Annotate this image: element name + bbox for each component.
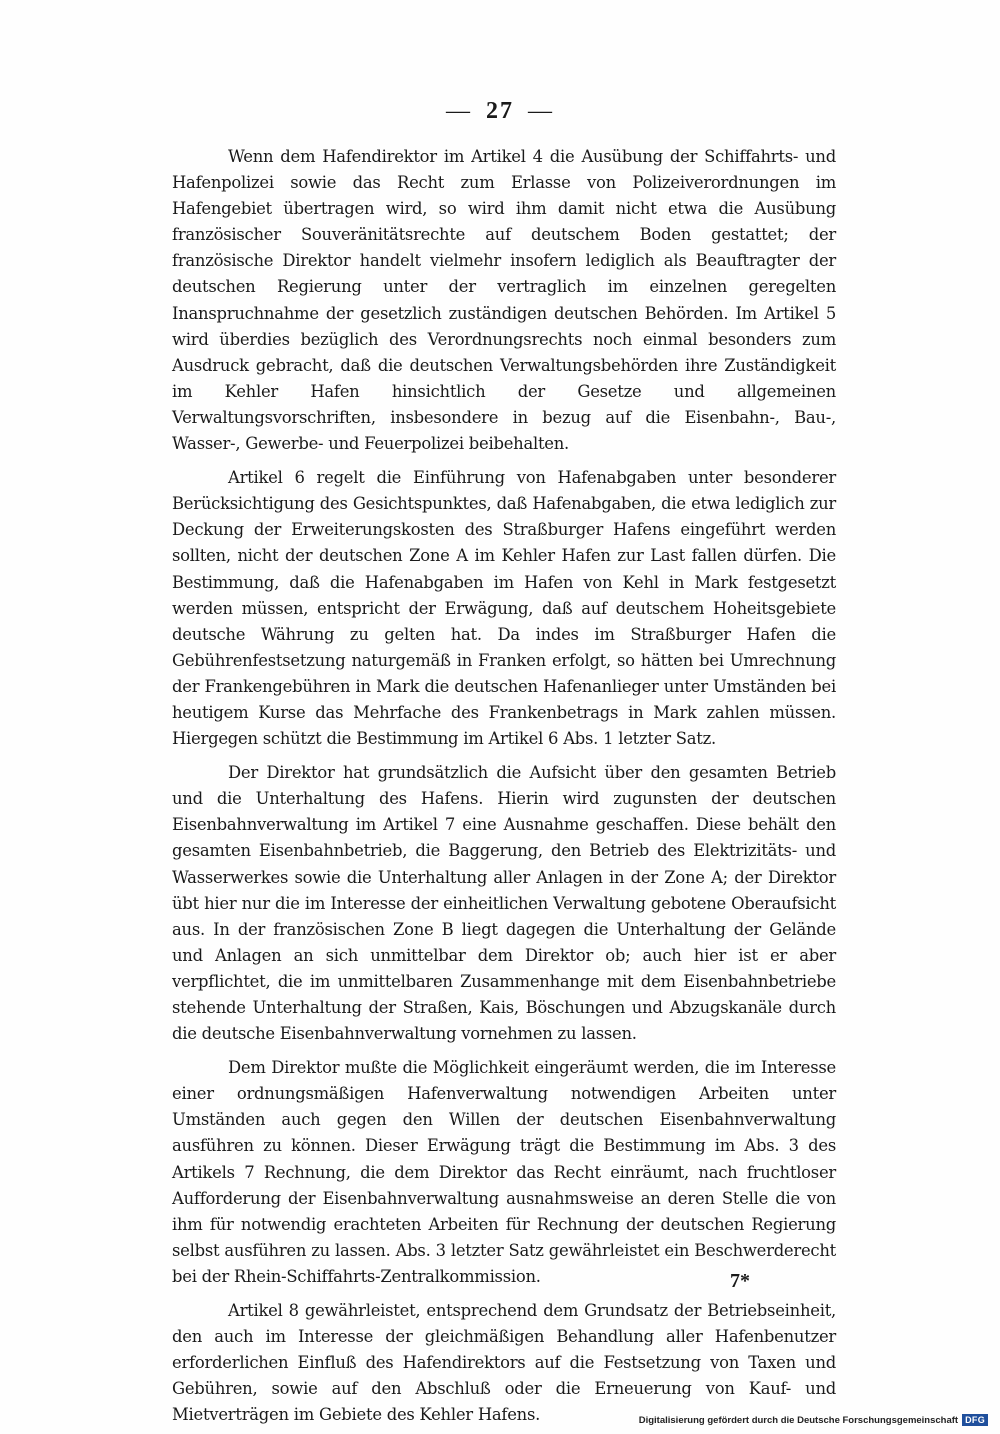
page-number: 27	[486, 98, 514, 124]
body-text	[172, 144, 836, 1429]
page-number-header	[0, 98, 1000, 125]
header-dash-right: —	[528, 98, 554, 124]
paragraph-2: Artikel 6 regelt die Einführung von Hafenabgaben unter besonderer Berücksichtigung des Gesichtspunktes, daß Hafenabgaben, die etwa lediglich zur Deckung der Erweiterungskosten des Straßburger Hafens eingeführt werden sollten, nicht der deutschen Zone A im Kehler Hafen zur Last fallen dürfen. Die Bestimmung, daß die Hafenabgaben im Hafen von Kehl in Mark festgesetzt werden müssen, entspricht der Erwägung, daß auf deutschem Hoheitsgebiete deutsche Währung zu gelten hat. Da indes im Straßburger Hafen die Gebührenfestsetzung naturgemäß in Franken erfolgt, so hätten bei Umrechnung der Frankengebühren in Mark die deutschen Hafenanlieger unter Umständen bei heutigem Kurse das Mehrfache des Frankenbetrags in Mark zahlen müssen. Hiergegen schützt die Bestimmung im Artikel 6 Abs. 1 letzter Satz.	[172, 468, 836, 749]
digitization-footer	[639, 1414, 988, 1426]
paragraph-5: Artikel 8 gewährleistet, entsprechend dem Grundsatz der Betriebseinheit, den auch im Interesse der gleichmäßigen Behandlung aller Hafenbenutzer erforderlichen Einfluß des Hafendirektors auf die Festsetzung von Taxen und Gebühren, sowie auf den Abschluß oder die Erneuerung von Kauf- und Mietverträgen im Gebiete des Kehler Hafens.	[172, 1301, 836, 1425]
dfg-logo: DFG	[962, 1414, 988, 1426]
paragraph-4: Dem Direktor mußte die Möglichkeit eingeräumt werden, die im Interesse einer ordnungsmäßigen Hafenverwaltung notwendigen Arbeiten unter Umständen auch gegen den Willen der deutschen Eisenbahnverwaltung ausführen zu können. Dieser Erwägung trägt die Bestimmung im Abs. 3 des Artikels 7 Rechnung, die dem Direktor das Recht einräumt, nach fruchtloser Aufforderung der Eisenbahnverwaltung ausnahmsweise an deren Stelle die von ihm für notwendig erachteten Arbeiten für Rechnung der deutschen Regierung selbst ausführen zu lassen. Abs. 3 letzter Satz gewährleistet ein Beschwerderecht bei der Rhein-Schiffahrts-Zentralkommission.	[172, 1058, 836, 1286]
paragraph-1: Wenn dem Hafendirektor im Artikel 4 die Ausübung der Schiffahrts- und Hafenpolizei sowie das Recht zum Erlasse von Polizeiverordnungen im Hafengebiet übertragen wird, so wird ihm damit nicht etwa die Ausübung französischer Souveränitätsrechte auf deutschem Boden gestattet; der französische Direktor handelt vielmehr insofern lediglich als Beauftragter der deutschen Regierung unter der vertraglich im einzelnen geregelten Inanspruchnahme der gesetzlich zuständigen deutschen Behörden. Im Artikel 5 wird überdies bezüglich des Verordnungsrechts noch einmal besonders zum Ausdruck gebracht, daß die deutschen Verwaltungsbehörden ihre Zuständigkeit im Kehler Hafen hinsichtlich der Gesetze und allgemeinen Verwaltungsvorschriften, insbesondere in bezug auf die Eisenbahn-, Bau-, Wasser-, Gewerbe- und Feuerpolizei beibehalten.	[172, 147, 836, 454]
signature-mark: 7*	[730, 1270, 750, 1292]
paragraph-3: Der Direktor hat grundsätzlich die Aufsicht über den gesamten Betrieb und die Unterhaltung des Hafens. Hierin wird zugunsten der deutschen Eisenbahnverwaltung im Artikel 7 eine Ausnahme geschaffen. Diese behält den gesamten Eisenbahnbetrieb, die Baggerung, den Betrieb des Elektrizitäts- und Wasserwerkes sowie die Unterhaltung aller Anlagen in der Zone A; der Direktor übt hier nur die im Interesse der einheitlichen Verwaltung gebotene Oberaufsicht aus. In der französischen Zone B liegt dagegen die Unterhaltung der Gelände und Anlagen an sich unmittelbar dem Direktor ob; auch hier ist er aber verpflichtet, die im unmittelbaren Zusammenhange mit dem Eisenbahnbetriebe stehende Unterhaltung der Straßen, Kais, Böschungen und Abzugskanäle durch die deutsche Eisenbahnverwaltung vornehmen zu lassen.	[172, 763, 836, 1044]
footer-credit: Digitalisierung gefördert durch die Deutsche Forschungsgemeinschaft	[638, 1414, 959, 1426]
header-dash-left: —	[446, 98, 472, 124]
